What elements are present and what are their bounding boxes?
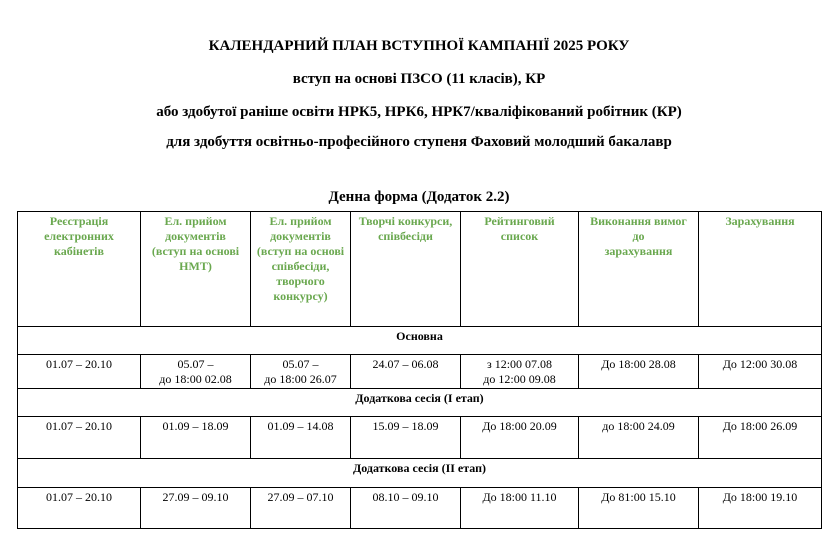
table-cell: 01.09 – 14.08 (251, 417, 351, 459)
table-cell: До 18:00 19.10 (699, 488, 822, 529)
table-row (18, 355, 822, 389)
section-row-additional-stage-2 (18, 459, 822, 488)
column-header-registration: Реєстрація електронних кабінетів (18, 212, 141, 327)
table-cell: До 18:00 28.08 (579, 355, 699, 389)
schedule-table (17, 211, 822, 529)
section-title: Додаткова сесія (І етап) (18, 389, 822, 417)
plan-title: КАЛЕНДАРНИЙ ПЛАН ВСТУПНОЇ КАМПАНІЇ 2025 РОКУ (208, 38, 630, 54)
table-cell: До 18:00 11.10 (461, 488, 579, 529)
table-header-row (18, 212, 822, 327)
column-header-rating-list: Рейтинговий список (461, 212, 579, 327)
table-cell: 01.07 – 20.10 (18, 355, 141, 389)
column-header-enrollment: Зарахування (699, 212, 822, 327)
table-cell: До 12:00 30.08 (699, 355, 822, 389)
table-cell: До 81:00 15.10 (579, 488, 699, 529)
table-cell: До 18:00 26.09 (699, 417, 822, 459)
column-header-requirements: Виконання вимог до зарахування (579, 212, 699, 327)
table-cell: 27.09 – 07.10 (251, 488, 351, 529)
section-row-additional-stage-1 (18, 389, 822, 417)
table-cell: До 18:00 20.09 (461, 417, 579, 459)
column-header-contests: Творчі конкурси, співбесіди (351, 212, 461, 327)
table-cell: з 12:00 07.08 до 12:00 09.08 (461, 355, 579, 389)
table-cell: 01.09 – 18.09 (141, 417, 251, 459)
form-title: Денна форма (Додаток 2.2) (328, 189, 510, 205)
table-cell: 27.09 – 09.10 (141, 488, 251, 529)
plan-subtitle-admission-basis: вступ на основі ПЗСО (11 класів), КР (292, 71, 546, 87)
plan-subtitle-degree: для здобуття освітньо-професійного ступеня Фаховий молодший бакалавр (166, 134, 672, 150)
table-row (18, 488, 822, 529)
table-cell: 08.10 – 09.10 (351, 488, 461, 529)
section-row-main (18, 327, 822, 355)
table-cell: 05.07 – до 18:00 02.08 (141, 355, 251, 389)
section-title: Основна (18, 327, 822, 355)
table-cell: 24.07 – 06.08 (351, 355, 461, 389)
table-cell: 01.07 – 20.10 (18, 417, 141, 459)
table-cell: 15.09 – 18.09 (351, 417, 461, 459)
column-header-documents-interview: Ел. прийом документів (вступ на основі співбесіди, творчого конкурсу) (251, 212, 351, 327)
table-cell: 05.07 – до 18:00 26.07 (251, 355, 351, 389)
table-row (18, 417, 822, 459)
table-cell: до 18:00 24.09 (579, 417, 699, 459)
table-cell: 01.07 – 20.10 (18, 488, 141, 529)
plan-subtitle-prior-education: або здобутої раніше освіти НРК5, НРК6, НРК7/кваліфікований робітник (КР) (156, 104, 682, 120)
section-title: Додаткова сесія (ІІ етап) (18, 459, 822, 488)
column-header-documents-nmt: Ел. прийом документів (вступ на основі НМТ) (141, 212, 251, 327)
